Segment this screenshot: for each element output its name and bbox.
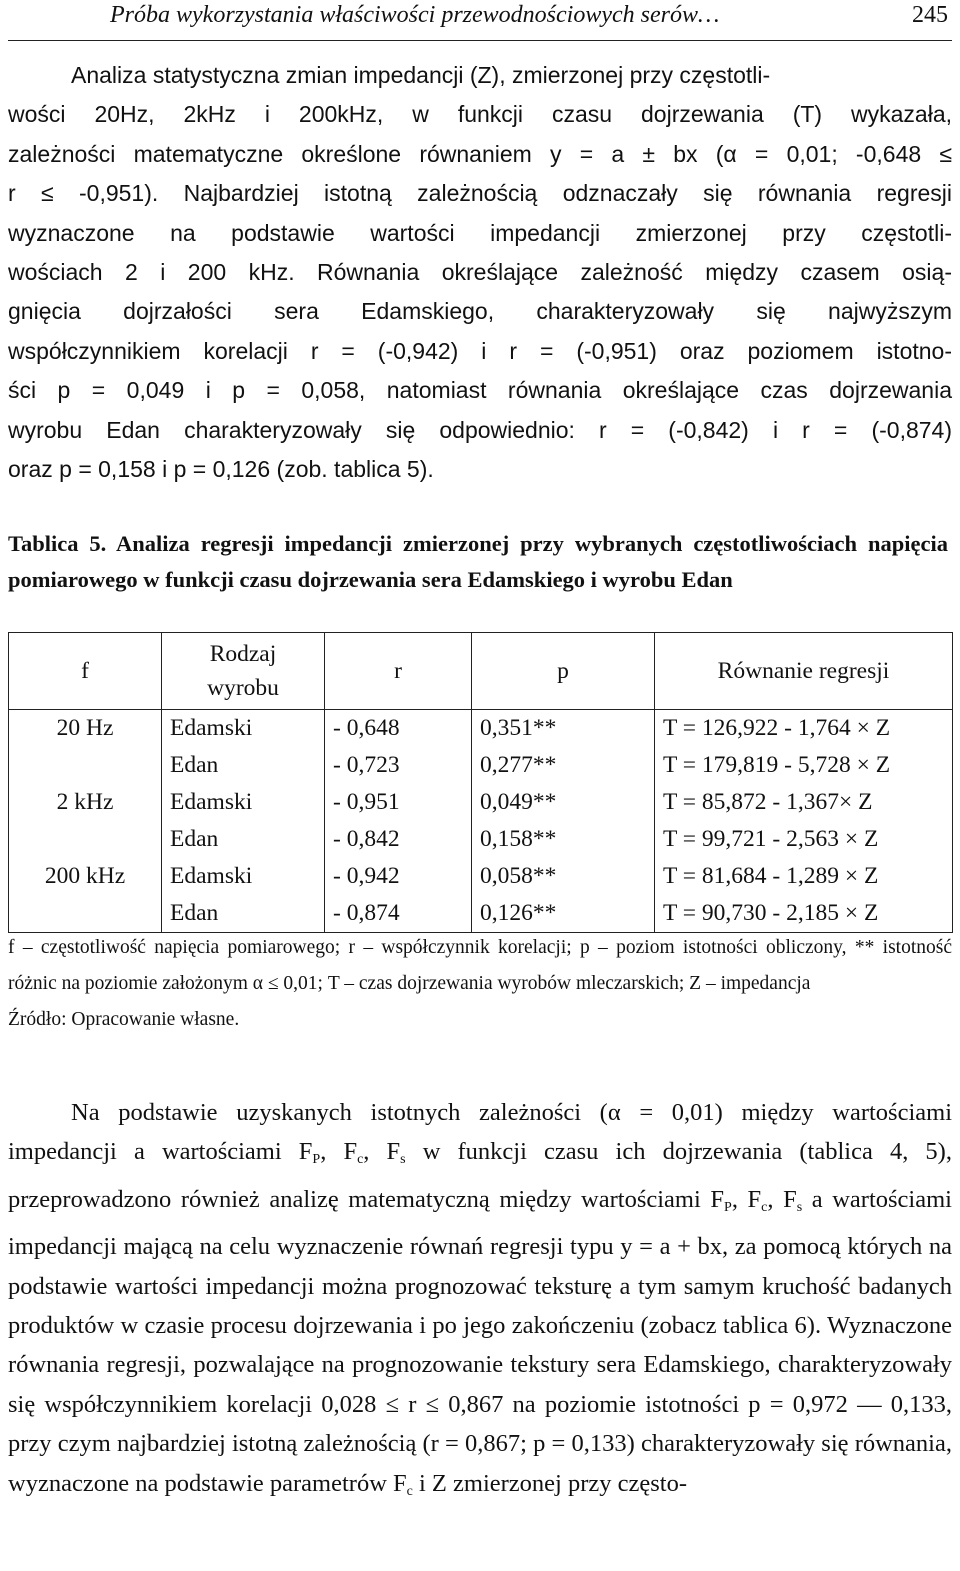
- cell-r: - 0,723: [325, 747, 472, 784]
- table-row: [9, 784, 953, 821]
- paragraph-regression-intro: [8, 56, 952, 489]
- header-f: f: [9, 633, 162, 710]
- cell-r: - 0,648: [325, 710, 472, 748]
- regression-table: [8, 632, 953, 933]
- cell-p: 0,277**: [472, 747, 655, 784]
- paragraph-line: ści p = 0,049 i p = 0,058, natomiast równania określające czas dojrzewania: [8, 377, 952, 404]
- cell-r: - 0,842: [325, 821, 472, 858]
- table-notes: [8, 930, 952, 1038]
- cell-p: 0,058**: [472, 858, 655, 895]
- cell-p: 0,049**: [472, 784, 655, 821]
- cell-equation: T = 90,730 - 2,185 × Z: [655, 895, 953, 933]
- paragraph-text: , F: [320, 1138, 358, 1166]
- cell-product: Edamski: [162, 710, 325, 748]
- cell-product: Edan: [162, 821, 325, 858]
- paragraph-text: i Z zmierzonej przy często-: [412, 1469, 688, 1497]
- cell-frequency: [9, 821, 162, 858]
- table-row: [9, 821, 953, 858]
- paragraph-line: wyrobu Edan charakteryzowały się odpowiednio: r = (-0,842) i r = (-0,874): [8, 416, 952, 443]
- paragraph-line: wości 20Hz, 2kHz i 200kHz, w funkcji czasu dojrzewania (T) wykazała,: [8, 101, 952, 128]
- page-header: [8, 0, 952, 41]
- table-row: [9, 747, 953, 784]
- cell-r: - 0,942: [325, 858, 472, 895]
- cell-equation: T = 126,922 - 1,764 × Z: [655, 710, 953, 748]
- header-regression-equation: Równanie regresji: [655, 633, 953, 710]
- paragraph-line: oraz p = 0,158 i p = 0,126 (zob. tablica 5).: [8, 456, 434, 483]
- cell-product: Edamski: [162, 858, 325, 895]
- header-product-type: [162, 633, 325, 710]
- subscript: P: [724, 1199, 732, 1215]
- paragraph-regression-texture: [8, 1093, 952, 1511]
- table-row: [9, 710, 953, 748]
- paragraph-text: a wartościami impedancji mającą na celu wyznaczenie równań regresji typu y = a + bx, za pomocą których na podstawie wartości impedancji można prognozować teksturę a tym samym kruchość badanych produktów w czasie procesu dojrzewania i po jego zakończeniu (zobacz tablica 6). Wyznaczone równania regresji, pozwalające na prognozowanie tekstury sera Edamskiego, charakteryzowały się współczynnikiem korelacji 0,028 ≤ r ≤ 0,867 na poziomie istotności p = 0,972 — 0,133, przy czym najbardziej istotną zależnością (r = 0,867; p = 0,133) charakteryzowały się równania, wyznaczone na podstawie parametrów F: [8, 1185, 952, 1497]
- cell-r: - 0,951: [325, 784, 472, 821]
- cell-frequency: 2 kHz: [9, 784, 162, 821]
- paragraph-line: wościach 2 i 200 kHz. Równania określające zależność między czasem osią-: [8, 259, 952, 286]
- subscript: c: [761, 1199, 768, 1215]
- cell-p: 0,351**: [472, 710, 655, 748]
- subscript: P: [312, 1152, 321, 1168]
- paragraph-text: , F: [767, 1185, 797, 1213]
- cell-equation: T = 99,721 - 2,563 × Z: [655, 821, 953, 858]
- cell-frequency: [9, 747, 162, 784]
- subscript: c: [406, 1483, 413, 1499]
- cell-frequency: [9, 895, 162, 933]
- table-caption: Tablica 5. Analiza regresji impedancji zmierzonej przy wybranych częstotliwościach napięcia pomiarowego w funkcji czasu dojrzewania sera Edamskiego i wyrobu Edan: [8, 531, 948, 592]
- header-product-type-line1: Rodzaj: [209, 641, 277, 667]
- paragraph-line: wyznaczone na podstawie wartości impedancji zmierzonej przy częstotli-: [8, 219, 952, 246]
- subscript: s: [796, 1199, 803, 1215]
- subscript: s: [400, 1152, 406, 1168]
- cell-p: 0,126**: [472, 895, 655, 933]
- cell-frequency: 20 Hz: [9, 710, 162, 748]
- table-legend: f – częstotliwość napięcia pomiarowego; r – współczynnik korelacji; p – poziom istotności obliczony, ** istotność różnic na poziomie założonym α ≤ 0,01; T – czas dojrzewania wyrobów mleczarskich; Z – impedancja: [8, 937, 952, 994]
- cell-r: - 0,874: [325, 895, 472, 933]
- paragraph-line: gnięcia dojrzałości sera Edamskiego, charakteryzowały się najwyższym: [8, 298, 952, 325]
- table-row: [9, 895, 953, 933]
- paragraph-line: współczynnikiem korelacji r = (-0,942) i r = (-0,951) oraz poziomem istotno-: [8, 337, 952, 364]
- cell-frequency: 200 kHz: [9, 858, 162, 895]
- page-number: 245: [912, 2, 948, 28]
- cell-product: Edamski: [162, 784, 325, 821]
- header-r: r: [325, 633, 472, 710]
- cell-product: Edan: [162, 747, 325, 784]
- running-title: Próba wykorzystania właściwości przewodnościowych serów…: [110, 2, 720, 28]
- paragraph-line: zależności matematyczne określone równaniem y = a ± bx (α = 0,01; -0,648 ≤: [8, 140, 952, 167]
- paragraph-line: Analiza statystyczna zmian impedancji (Z), zmierzonej przy częstotli-: [71, 62, 771, 88]
- cell-p: 0,158**: [472, 821, 655, 858]
- cell-product: Edan: [162, 895, 325, 933]
- cell-equation: T = 85,872 - 1,367× Z: [655, 784, 953, 821]
- table-row: [9, 858, 953, 895]
- table-source: Źródło: Opracowanie własne.: [8, 1009, 240, 1030]
- paragraph-text: Na podstawie uzyskanych istotnych zależności (α = 0,01) między wartościami impedancji a wartościami F: [8, 1099, 952, 1166]
- paragraph-text: , F: [363, 1138, 401, 1166]
- header-product-type-line2: wyrobu: [207, 675, 279, 701]
- paragraph-text: w funkcji czasu ich dojrzewania (tablica 4, 5), przeprowadzono również analizę matematyczną między wartościami F: [8, 1138, 952, 1213]
- paragraph-text: , F: [731, 1185, 762, 1213]
- cell-equation: T = 179,819 - 5,728 × Z: [655, 747, 953, 784]
- paragraph-line: r ≤ -0,951). Najbardziej istotną zależnością odznaczały się równania regresji: [8, 180, 952, 207]
- header-p: p: [472, 633, 655, 710]
- cell-equation: T = 81,684 - 1,289 × Z: [655, 858, 953, 895]
- subscript: c: [357, 1152, 364, 1168]
